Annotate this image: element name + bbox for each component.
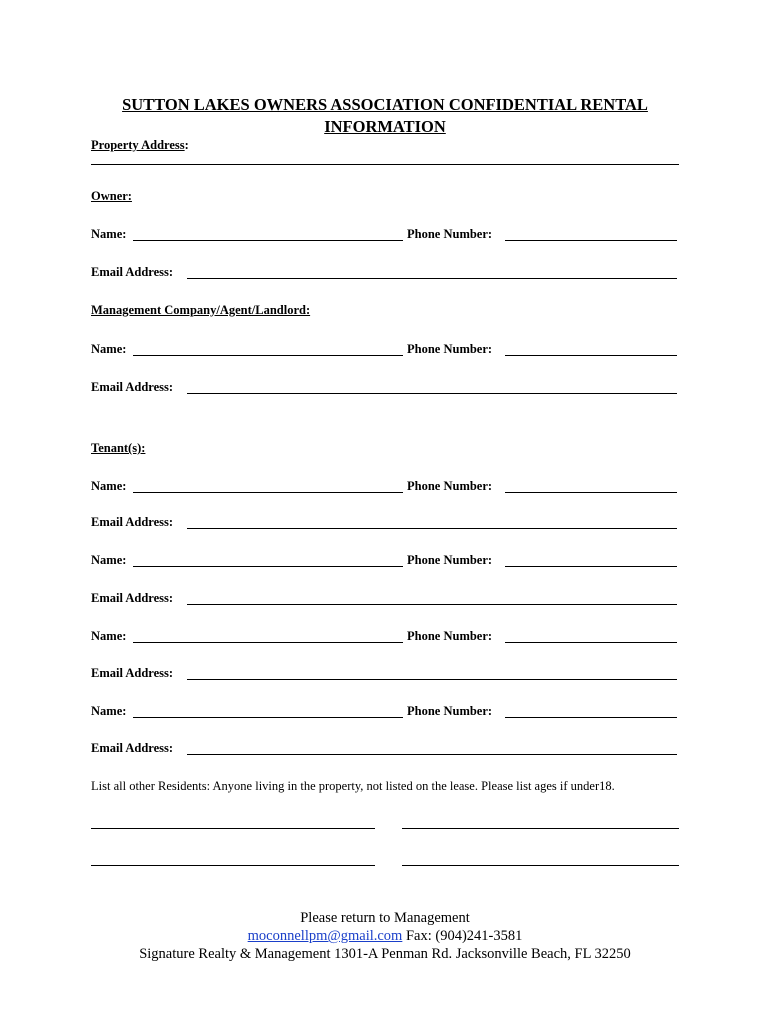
tenant-1-phone-field[interactable] (505, 492, 677, 493)
tenant-3-phone-label: Phone Number: (407, 629, 493, 643)
footer-address-line: Signature Realty & Management 1301-A Penman Rd. Jacksonville Beach, FL 32250 (139, 946, 631, 962)
owner-heading: Owner: (91, 189, 132, 203)
property-address-label-text: Property Address (91, 138, 185, 152)
tenant-1-name-label: Name: (91, 479, 127, 493)
management-name-field[interactable] (133, 355, 403, 356)
footer-fax: Fax: (904)241-3581 (405, 928, 523, 944)
tenant-4-email-label: Email Address: (91, 741, 174, 755)
management-name-label: Name: (91, 342, 127, 356)
footer-contact-line (0, 928, 770, 945)
owner-email-label: Email Address: (91, 265, 174, 279)
management-phone-label: Phone Number: (407, 342, 493, 356)
tenant-3-email-label: Email Address: (91, 666, 174, 680)
tenant-4-name-field[interactable] (133, 717, 403, 718)
management-phone-field[interactable] (505, 355, 677, 356)
tenant-3-name-field[interactable] (133, 642, 403, 643)
tenant-2-phone-field[interactable] (505, 566, 677, 567)
tenant-2-phone-label: Phone Number: (407, 553, 493, 567)
property-address-colon: : (184, 138, 189, 152)
document-title-line2: INFORMATION (324, 117, 446, 136)
tenant-4-email-field[interactable] (187, 754, 677, 755)
owner-phone-field[interactable] (505, 240, 677, 241)
tenant-4-phone-label: Phone Number: (407, 704, 493, 718)
other-resident-field-2[interactable] (402, 828, 679, 829)
property-address-line[interactable] (91, 164, 679, 165)
tenant-4-name-label: Name: (91, 704, 127, 718)
other-resident-field-4[interactable] (402, 865, 679, 866)
owner-email-field[interactable] (187, 278, 677, 279)
tenant-1-name-field[interactable] (133, 492, 403, 493)
other-resident-field-3[interactable] (91, 865, 375, 866)
tenants-heading: Tenant(s): (91, 441, 146, 455)
document-title-line1: SUTTON LAKES OWNERS ASSOCIATION CONFIDENTIAL RENTAL (122, 95, 648, 114)
tenant-2-name-field[interactable] (133, 566, 403, 567)
footer-return-line: Please return to Management (300, 910, 470, 926)
property-address-label (91, 138, 189, 153)
tenant-2-email-label: Email Address: (91, 591, 174, 605)
other-resident-field-1[interactable] (91, 828, 375, 829)
tenant-4-phone-field[interactable] (505, 717, 677, 718)
other-residents-instructions: List all other Residents: Anyone living in the property, not listed on the lease. Please list ages if under18. (91, 779, 615, 793)
tenant-3-phone-field[interactable] (505, 642, 677, 643)
tenant-1-phone-label: Phone Number: (407, 479, 493, 493)
tenant-3-email-field[interactable] (187, 679, 677, 680)
tenant-2-name-label: Name: (91, 553, 127, 567)
tenant-1-email-label: Email Address: (91, 515, 174, 529)
owner-name-label: Name: (91, 227, 127, 241)
management-heading: Management Company/Agent/Landlord: (91, 303, 311, 317)
tenant-1-email-field[interactable] (187, 528, 677, 529)
management-email-field[interactable] (187, 393, 677, 394)
management-email-label: Email Address: (91, 380, 174, 394)
owner-name-field[interactable] (133, 240, 403, 241)
owner-phone-label: Phone Number: (407, 227, 493, 241)
tenant-3-name-label: Name: (91, 629, 127, 643)
footer-email-link[interactable]: moconnellpm@gmail.com (247, 928, 403, 944)
tenant-2-email-field[interactable] (187, 604, 677, 605)
